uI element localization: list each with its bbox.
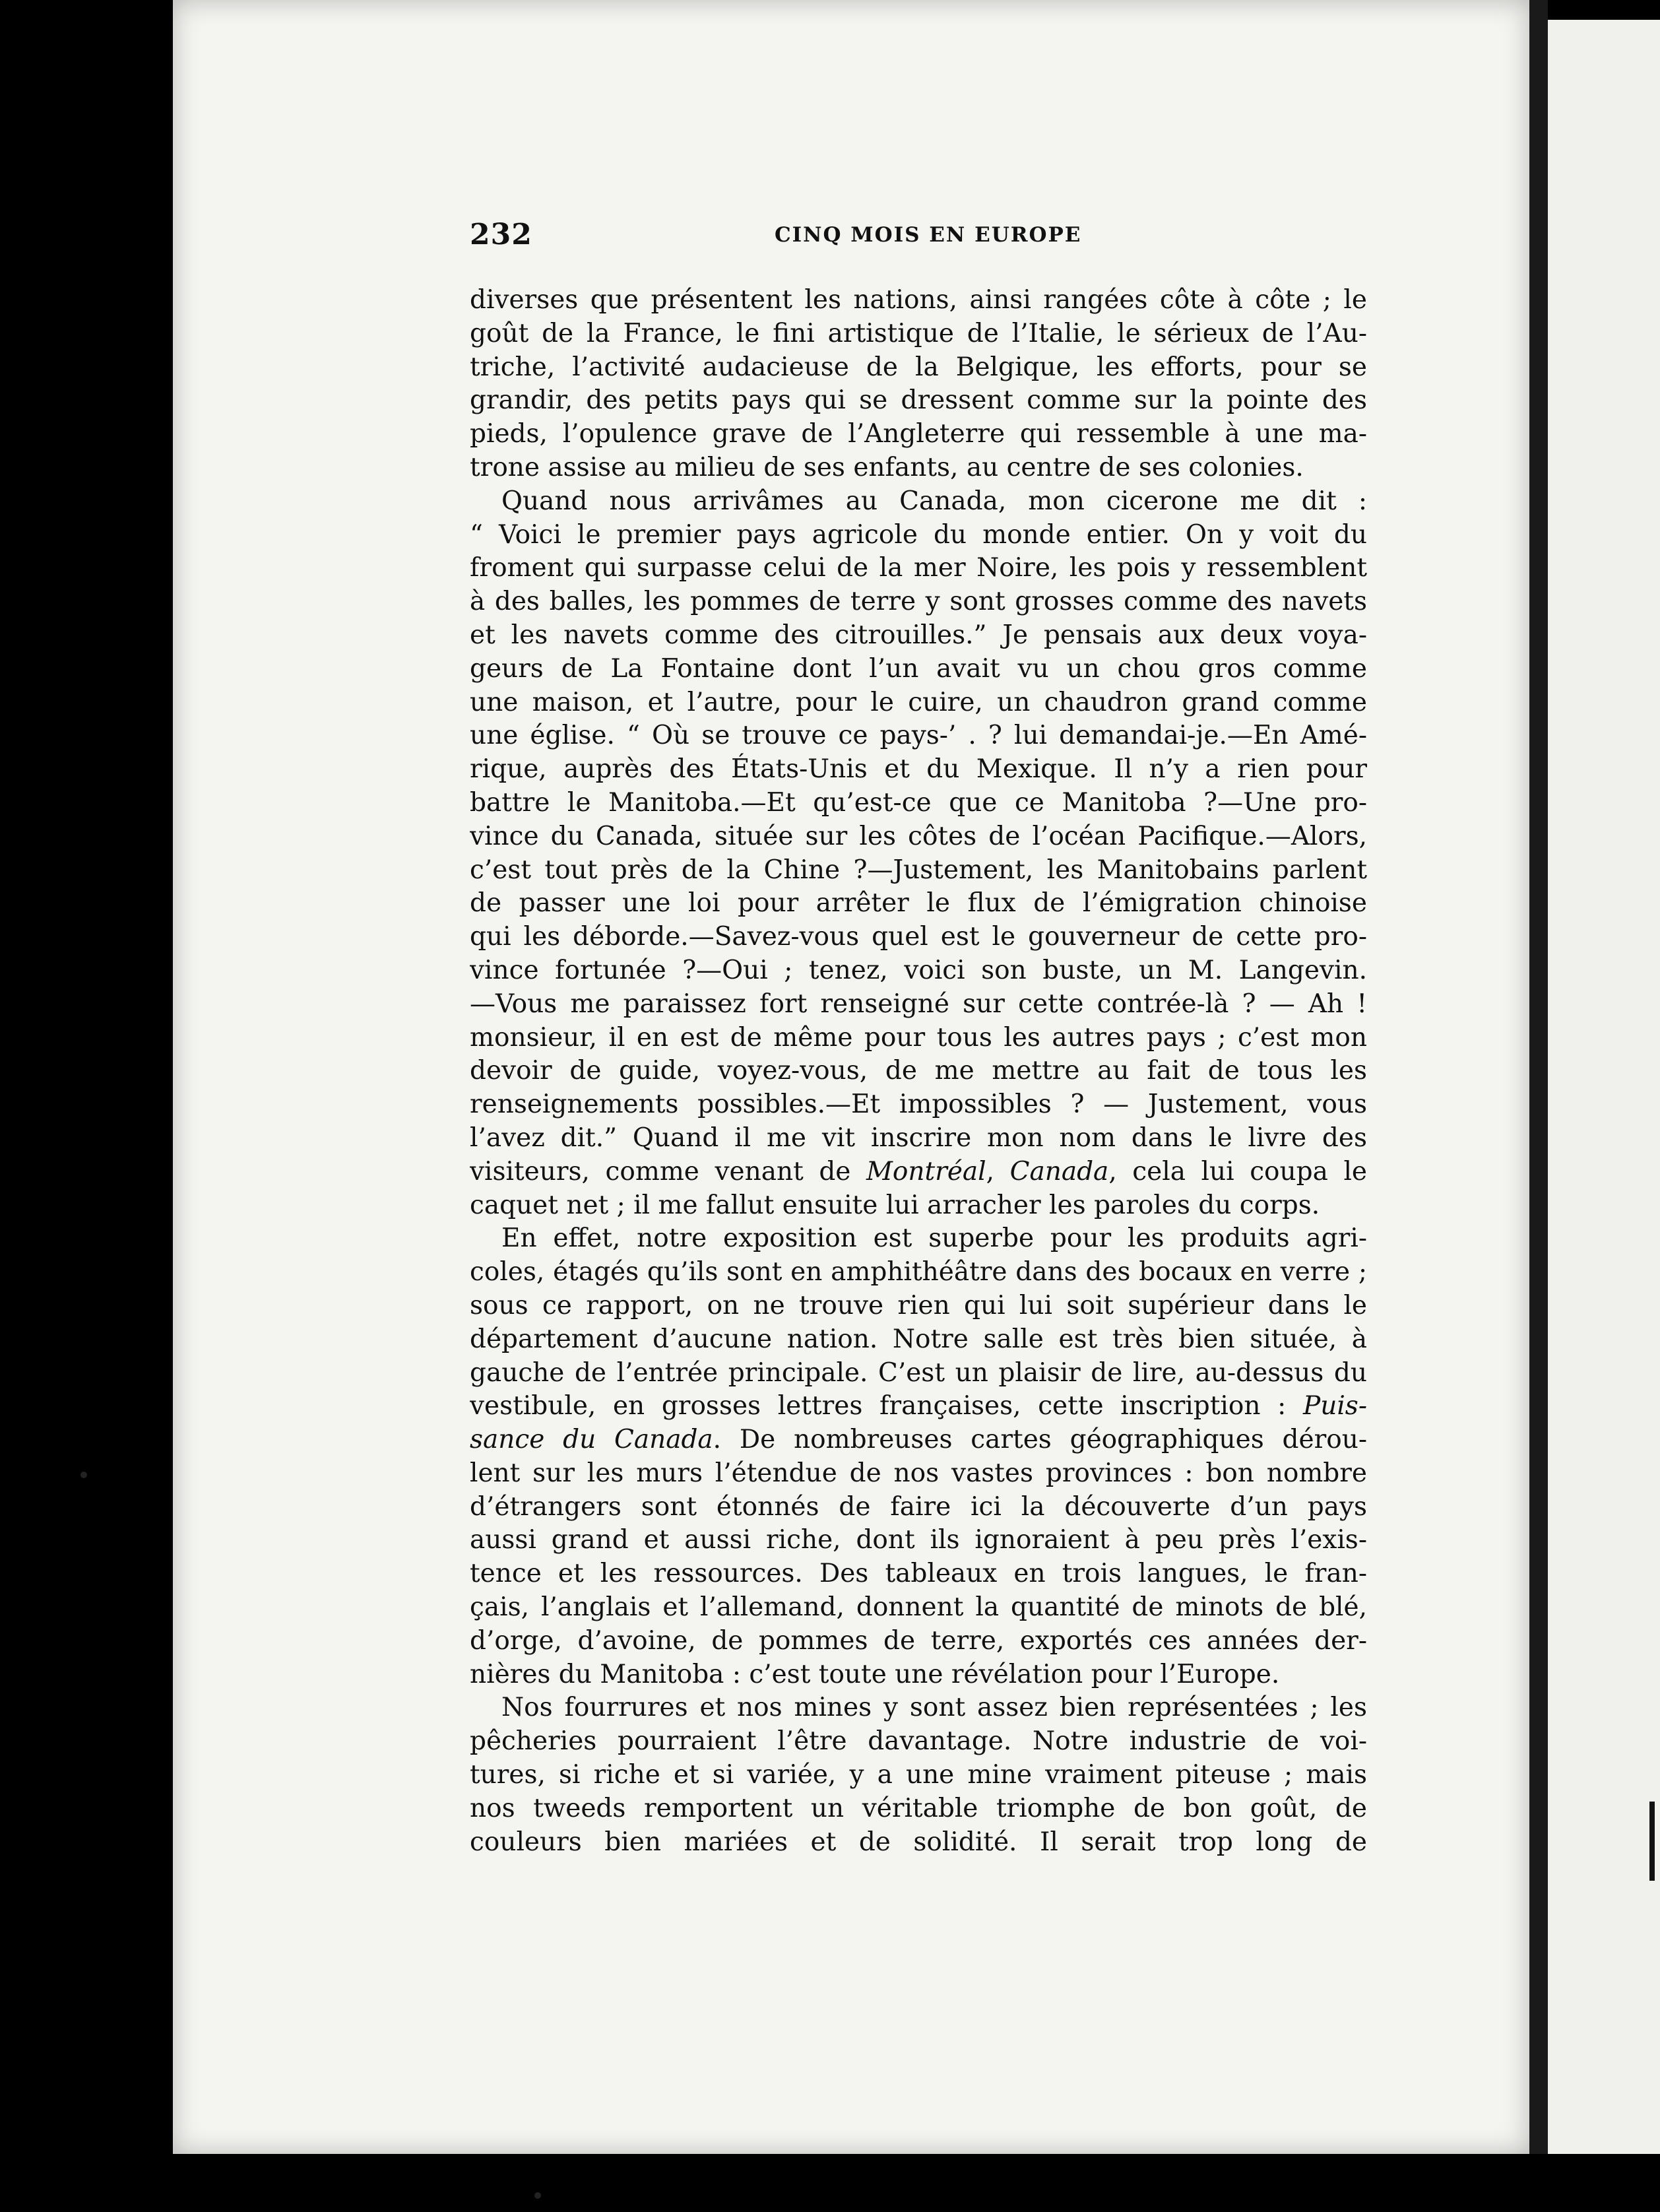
text-line: devoir de guide, voyez-vous, de me mettre au fait de tous les bbox=[470, 1056, 1367, 1086]
text-line: tures, si riche et si variée, y a une mine vraiment piteuse ; mais bbox=[470, 1760, 1367, 1790]
text-line: nos tweeds remportent un véritable triomphe de bon goût, de bbox=[470, 1793, 1367, 1823]
text-line: renseignements possibles.—Et impossibles ? — Justement, vous bbox=[470, 1090, 1367, 1120]
text-line: l’avez dit.” Quand il me vit inscrire mon nom dans le livre des bbox=[470, 1122, 1367, 1153]
text-line: En effet, notre exposition est superbe pour les produits agri- bbox=[501, 1223, 1367, 1254]
scan-speck bbox=[80, 1472, 87, 1478]
text-line: pêcheries pourraient l’être davantage. Notre industrie de voi- bbox=[470, 1726, 1367, 1757]
text-line: d’orge, d’avoine, de pommes de terre, exportés ces années der- bbox=[470, 1625, 1367, 1656]
text-line: caquet net ; il me fallut ensuite lui arracher les paroles du corps. bbox=[470, 1190, 1320, 1220]
text-line: qui les déborde.—Savez-vous quel est le gouverneur de cette pro- bbox=[470, 922, 1367, 952]
page-header bbox=[470, 218, 1367, 257]
text-line: “ Voici le premier pays agricole du monde entier. On y voit du bbox=[470, 519, 1367, 550]
text-line: une église. “ Où se trouve ce pays-’ . ? lui demandai-je.—En Amé- bbox=[470, 721, 1367, 751]
text-line: vince du Canada, située sur les côtes de l’océan Pacifique.—Alors, bbox=[470, 821, 1367, 851]
text-line: battre le Manitoba.—Et qu’est-ce que ce Manitoba ?—Une pro- bbox=[470, 787, 1367, 818]
body-text bbox=[470, 284, 1367, 1859]
page-gutter bbox=[1529, 0, 1548, 2154]
text-line: de passer une loi pour arrêter le flux de l’émigration chinoise bbox=[470, 888, 1367, 919]
text-line: triche, l’activité audacieuse de la Belgique, les efforts, pour se bbox=[470, 352, 1367, 382]
text-line: lent sur les murs l’étendue de nos vastes provinces : bon nombre bbox=[470, 1458, 1367, 1488]
text-line: pieds, l’opulence grave de l’Angleterre qui ressemble à une ma- bbox=[470, 419, 1367, 449]
text-line-italic-inscription: vestibule, en grosses lettres françaises, cette inscription : Puis- bbox=[470, 1391, 1367, 1421]
text-line: nières du Manitoba : c’est toute une révélation pour l’Europe. bbox=[470, 1659, 1280, 1689]
text-line: trone assise au milieu de ses enfants, au centre de ses colonies. bbox=[470, 452, 1304, 482]
page-number: 232 bbox=[470, 218, 532, 251]
text-line: sous ce rapport, on ne trouve rien qui lui soit supérieur dans le bbox=[470, 1290, 1367, 1320]
text-line: département d’aucune nation. Notre salle est très bien située, à bbox=[470, 1324, 1367, 1354]
text-line: rique, auprès des États-Unis et du Mexique. Il n’y a rien pour bbox=[470, 754, 1367, 785]
running-head: CINQ MOIS EN EUROPE bbox=[775, 223, 1082, 247]
text-line-italic-inscription: sance du Canada. De nombreuses cartes géographiques dérou- bbox=[470, 1425, 1367, 1455]
text-line: —Vous me paraissez fort renseigné sur cette contrée-là ? — Ah ! bbox=[470, 989, 1367, 1019]
text-line: c’est tout près de la Chine ?—Justement, les Manitobains parlent bbox=[470, 855, 1367, 885]
text-line: tence et les ressources. Des tableaux en trois langues, le fran- bbox=[470, 1559, 1367, 1589]
text-line: Quand nous arrivâmes au Canada, mon cicerone me dit : bbox=[501, 486, 1367, 516]
text-line: Nos fourrures et nos mines y sont assez bien représentées ; les bbox=[501, 1693, 1367, 1723]
text-line: çais, l’anglais et l’allemand, donnent la quantité de minots de blé, bbox=[470, 1592, 1367, 1623]
text-line-italic-places: visiteurs, comme venant de Montréal, Canada, cela lui coupa le bbox=[470, 1156, 1367, 1187]
text-line: coles, étagés qu’ils sont en amphithéâtre dans des bocaux en verre ; bbox=[470, 1257, 1367, 1287]
text-line: une maison, et l’autre, pour le cuire, un chaudron grand comme bbox=[470, 687, 1367, 717]
text-line: goût de la France, le fini artistique de l’Italie, le sérieux de l’Au- bbox=[470, 318, 1367, 348]
text-line: diverses que présentent les nations, ainsi rangées côte à côte ; le bbox=[470, 285, 1367, 315]
text-line: grandir, des petits pays qui se dressent comme sur la pointe des bbox=[470, 385, 1367, 416]
scan-speck bbox=[534, 2192, 541, 2199]
text-line: geurs de La Fontaine dont l’un avait vu un chou gros comme bbox=[470, 653, 1367, 684]
text-line: et les navets comme des citrouilles.” Je pensais aux deux voya- bbox=[470, 620, 1367, 650]
adjacent-page-edge bbox=[1548, 20, 1660, 2154]
adjacent-page-mark bbox=[1649, 1802, 1655, 1881]
text-line: gauche de l’entrée principale. C’est un plaisir de lire, au-dessus du bbox=[470, 1357, 1367, 1388]
text-line: aussi grand et aussi riche, dont ils ignoraient à peu près l’exis- bbox=[470, 1525, 1367, 1555]
text-line: vince fortunée ?—Oui ; tenez, voici son buste, un M. Langevin. bbox=[470, 955, 1367, 985]
text-line: couleurs bien mariées et de solidité. Il serait trop long de bbox=[470, 1827, 1367, 1857]
text-line: d’étrangers sont étonnés de faire ici la découverte d’un pays bbox=[470, 1491, 1367, 1522]
text-line: monsieur, il en est de même pour tous les autres pays ; c’est mon bbox=[470, 1022, 1367, 1053]
text-line: froment qui surpasse celui de la mer Noire, les pois y ressemblent bbox=[470, 553, 1367, 583]
text-line: à des balles, les pommes de terre y sont grosses comme des navets bbox=[470, 587, 1367, 617]
